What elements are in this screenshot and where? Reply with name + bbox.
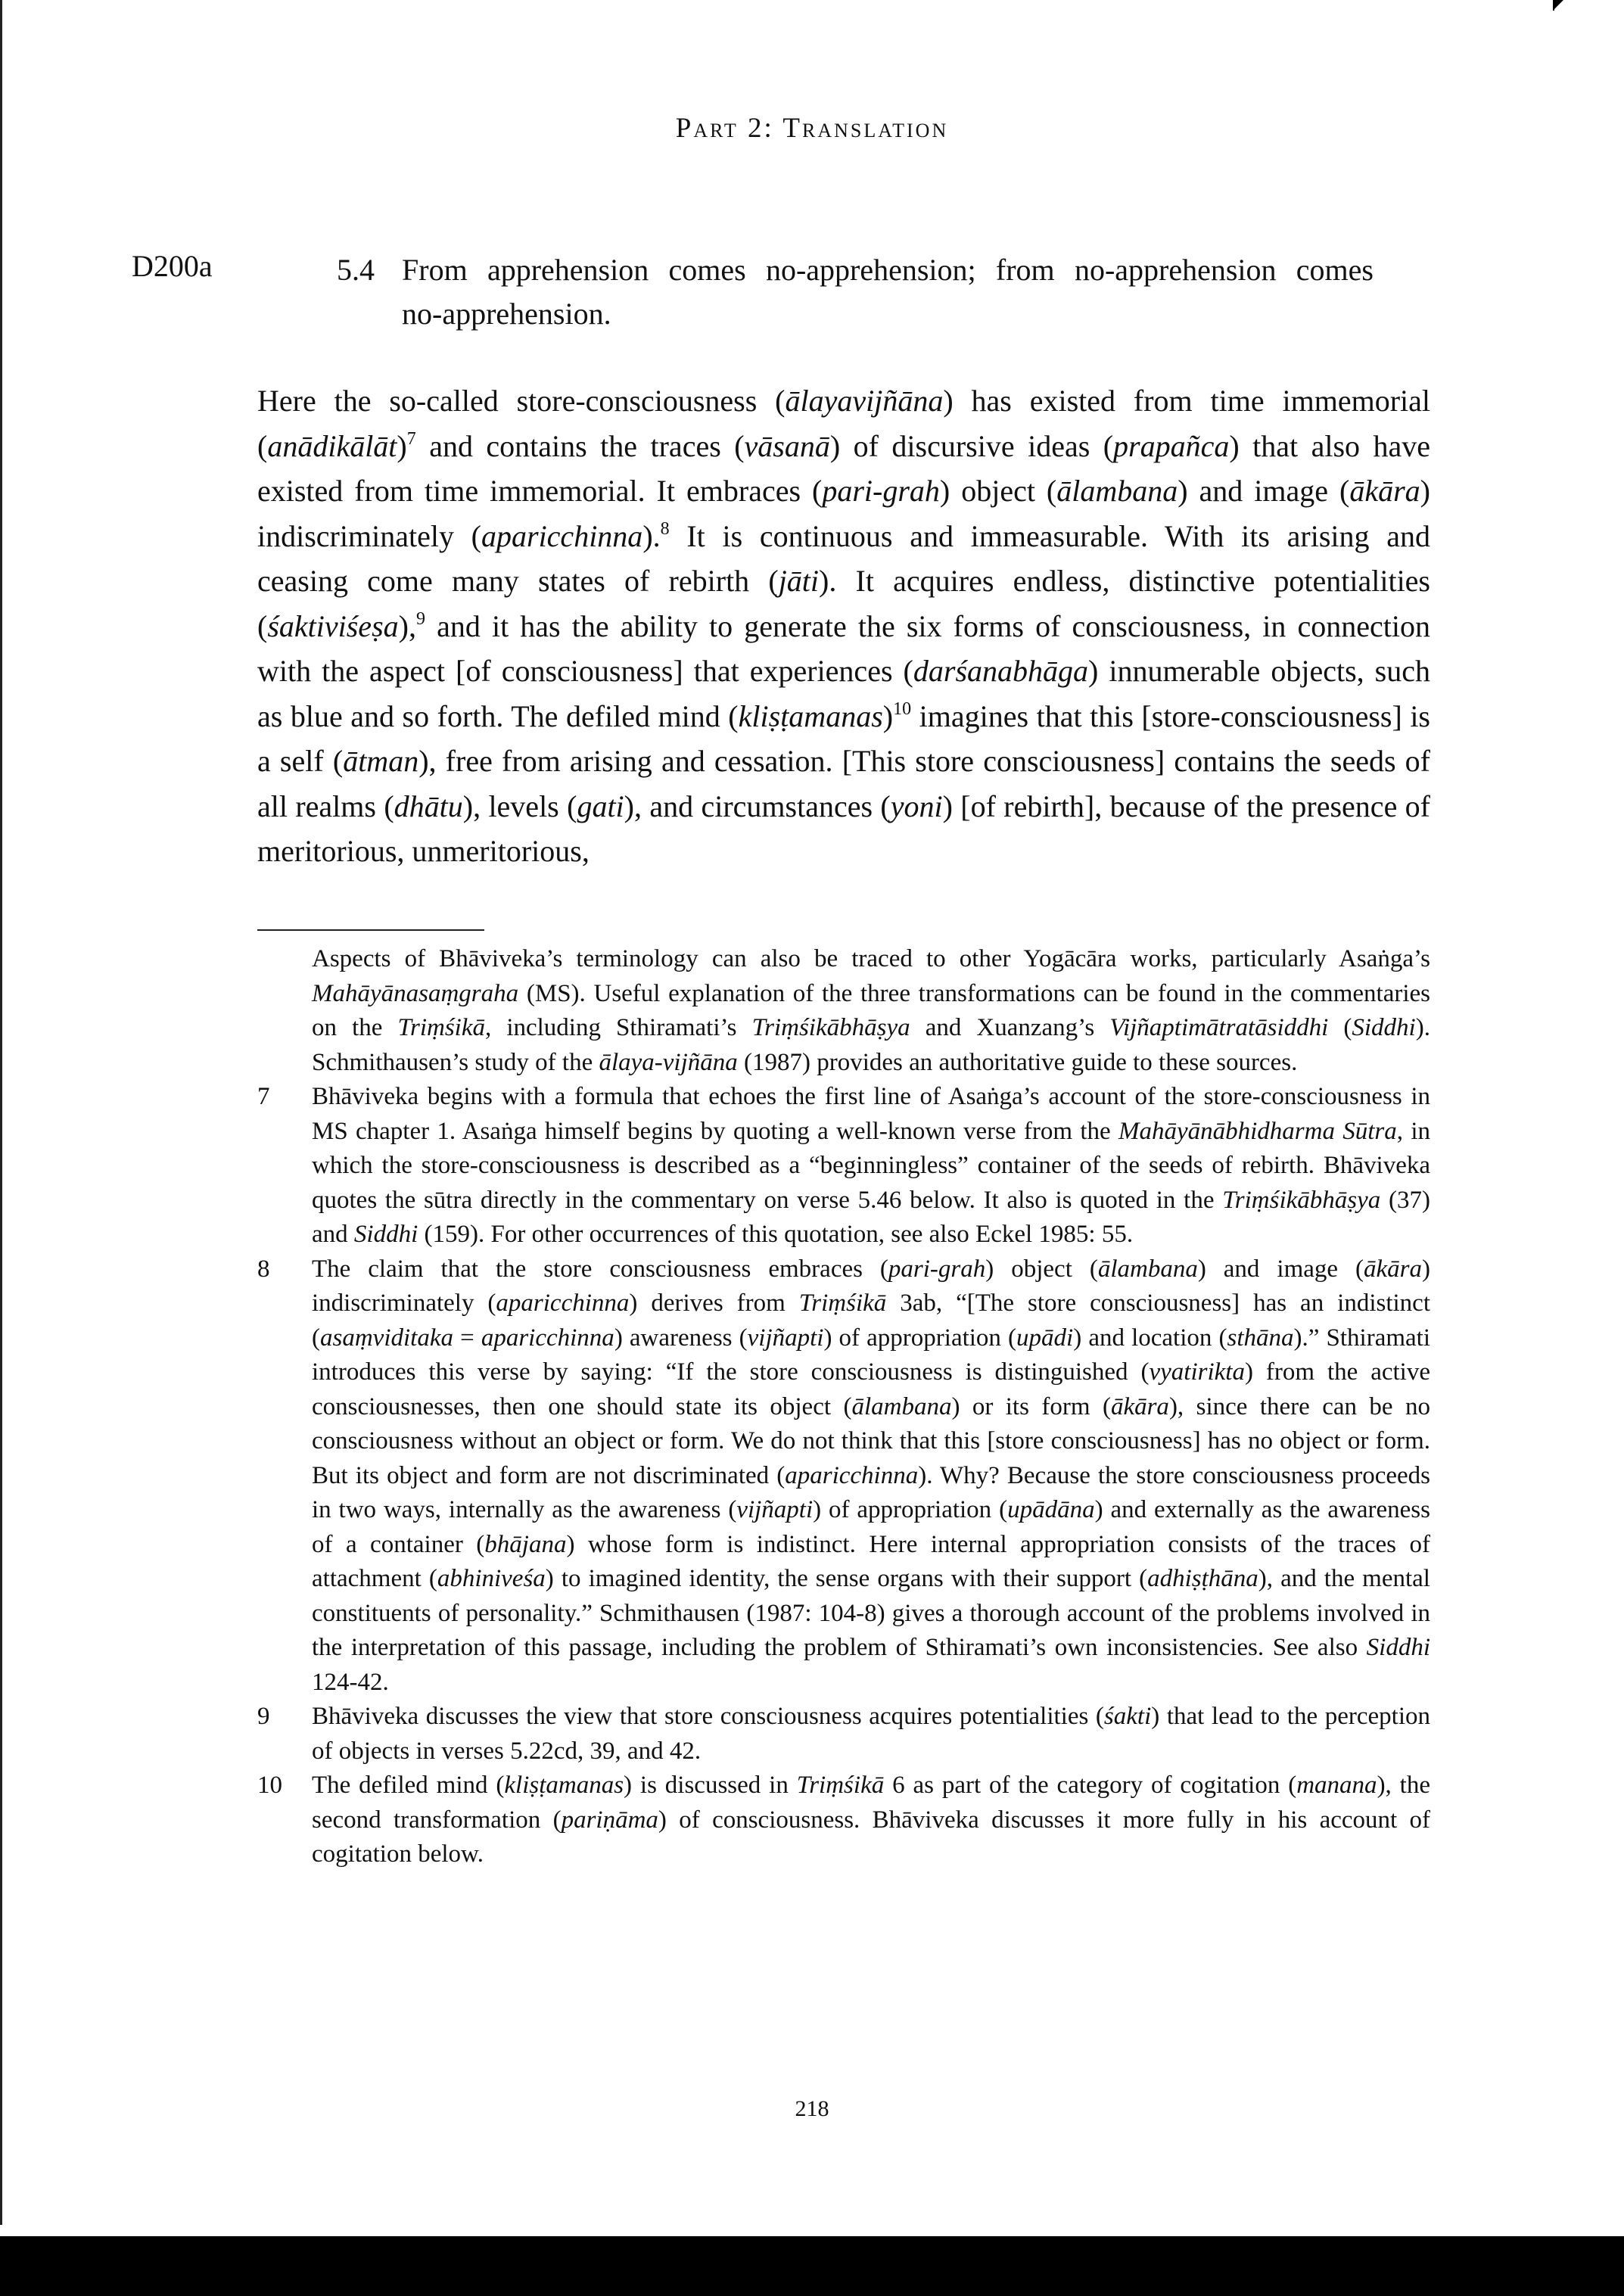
sanskrit-term: Siddhi [1366,1634,1430,1661]
footnote-number [257,942,312,1080]
footnotes [257,942,1430,1872]
footnote-ref[interactable]: 10 [893,698,912,719]
sanskrit-term: darśanabhāga [913,654,1089,688]
footnote-9 [257,1700,1430,1769]
sanskrit-term: upādāna [1007,1496,1095,1523]
sanskrit-term: ākāra [1364,1255,1423,1283]
sanskrit-term: jāti [778,564,820,598]
sanskrit-term: pari-grah [888,1255,986,1283]
sanskrit-term: Mahāyānasaṃgraha [312,979,519,1007]
sanskrit-term: śakti [1103,1703,1152,1730]
sanskrit-term: Siddhi [1352,1014,1416,1041]
sanskrit-term: vyatirikta [1149,1358,1245,1386]
sanskrit-term: Mahāyānābhidharma Sūtra [1118,1117,1397,1145]
sanskrit-term: ākāra [1110,1392,1169,1420]
sanskrit-term: vāsanā [744,428,830,463]
sanskrit-term: anādikālāt [267,428,397,463]
verse-number: 5.4 [337,253,375,287]
page-edge [0,0,2,2225]
sanskrit-term: Siddhi [353,1221,418,1248]
footnote-text: The claim that the store consciousness embraces (pari-grah) object (ālambana) and image (ākāra) indiscriminately (aparicchinna) derives from Triṃśikā 3ab, “[The store consciousness] has an indistinct (asaṃviditaka = aparicchinna) awareness (vijñapti) of appropriation (upādi) and location (sthāna).” Sthiramati introduces this verse by saying: “If the store consciousness is distinguished (vyatirikta) from the active consciousnesses, then one should state its object (ālambana) or its form (ākāra), since there can be no consciousness without an object or form. We do not think that this [store consciousness] has no object or form. But its object and form are not discriminated (aparicchinna). Why? Because the store consciousness proceeds in two ways, internally as the awareness (vijñapti) of appropriation (upādāna) and externally as the awareness of a container (bhājana) whose form is indistinct. Here internal appropriation consists of the traces of attachment (abhiniveśa) to imagined identity, the sense organs with their support (adhiṣṭhāna), and the mental constituents of personality.” Schmithausen (1987: 104-8) gives a thorough account of the problems involved in the interpretation of this passage, including the problem of Sthiramati’s own inconsistencies. See also Siddhi 124-42. [312,1255,1431,1696]
page-corner-mark [1553,0,1563,11]
sanskrit-term: dhātu [394,789,463,823]
sanskrit-term: yoni [890,789,943,823]
footnote-number: 8 [257,1255,270,1283]
footnote-continued [257,942,1430,1080]
footnote-8 [257,1252,1430,1700]
sanskrit-term: aparicchinna [496,1290,630,1317]
sanskrit-term: aparicchinna [481,1324,614,1352]
sanskrit-term: pari-grah [822,474,940,508]
scan-bottom-shadow [0,2236,1624,2296]
sanskrit-term: ālayavijñāna [785,384,944,418]
sanskrit-term: upādi [1016,1324,1074,1352]
footnote-text: The defiled mind (kliṣṭamanas) is discussed in Triṃśikā 6 as part of the category of cogitation (manana), the second transformation (pariṇāma) of consciousness. Bhāviveka discusses it more fully in his account of cogitation below. [312,1772,1431,1868]
sanskrit-term: adhiṣṭhāna [1147,1565,1258,1592]
verse-text: From apprehension comes no-apprehension; from no-apprehension comes no-apprehension. [402,253,1374,331]
sanskrit-term: vijñapti [736,1496,814,1523]
sanskrit-term: śaktiviśeṣa [267,608,399,643]
sanskrit-term: abhiniveśa [437,1565,546,1592]
sanskrit-term: ātman [343,744,419,778]
sanskrit-term: Triṃśikā [397,1014,485,1041]
sanskrit-term: kliṣṭamanas [738,698,883,733]
footnote-ref[interactable]: 8 [660,518,670,539]
footnote-ref[interactable]: 9 [415,608,425,629]
sanskrit-term: prapañca [1113,428,1230,463]
sanskrit-term: Triṃśikā [798,1290,887,1317]
sanskrit-term: Triṃśikā [796,1772,885,1799]
sanskrit-term: Triṃśikābhāṣya [751,1014,910,1041]
footnote-7 [257,1080,1430,1252]
running-head: Part 2: Translation [675,113,949,144]
footnote-text: Bhāviveka begins with a formula that echoes the first line of Asaṅga’s account of the store-consciousness in MS chapter 1. Asaṅga himself begins by quoting a well-known verse from the Mahāyānābhidharma Sūtra, in which the store-consciousness is described as a “beginningless” container of the seeds of rebirth. Bhāviveka quotes the sūtra directly in the commentary on verse 5.46 below. It also is quoted in the Triṃśikābhāṣya (37) and Siddhi (159). For other occurrences of this quotation, see also Eckel 1985: 55. [312,1083,1430,1248]
sanskrit-term: gati [577,789,624,823]
footnote-text: Aspects of Bhāviveka’s terminology can also be traced to other Yogācāra works, particularly Asaṅga’s Mahāyānasaṃgraha (MS). Useful explanation of the three transformations can be found in the commentaries on the Triṃśikā, including Sthiramati’s Triṃśikābhāṣya and Xuanzang’s Vijñaptimātratāsiddhi (Siddhi). Schmithausen’s study of the ālaya-vijñāna (1987) provides an authoritative guide to these sources. [312,945,1430,1076]
sanskrit-term: pariṇāma [561,1806,658,1834]
footnote-rule [257,929,484,931]
footnote-10 [257,1769,1430,1872]
sanskrit-term: Vijñaptimātratāsiddhi [1109,1014,1329,1041]
sanskrit-term: bhājana [484,1530,567,1558]
verse-block [337,248,1472,336]
sanskrit-term: ālambana [1056,474,1178,508]
sanskrit-term: ālambana [851,1392,952,1420]
sanskrit-term: Triṃśikābhāṣya [1222,1186,1381,1214]
marginal-reference: D200a [132,249,213,283]
sanskrit-term: aparicchinna [481,518,643,553]
footnote-text: Bhāviveka discusses the view that store consciousness acquires potentialities (śakti) that lead to the perception of objects in verses 5.22cd, 39, and 42. [312,1703,1430,1765]
sanskrit-term: aparicchinna [785,1461,919,1489]
sanskrit-term: sthāna [1227,1324,1294,1352]
commentary-paragraph: Here the so-called store-consciousness (ālayavijñāna) has existed from time immemorial (anādikālāt)$^7$ and contains the traces (vāsanā) of discursive ideas (prapañca) that also have existed from time immemorial. It embraces (pari-grah) object (ālambana) and image (ākāra) indiscriminately (aparicchinna).$^8$ It is continuous and immeasurable. With its arising and ceasing come many states of rebirth (jāti). It acquires endless, distinctive potentialities (śaktiviśeṣa),$^9$ and it has the ability to generate the six forms of consciousness, in connection with the aspect [of consciousness] that experiences (darśanabhāga) innumerable objects, such as blue and so forth. The defiled mind (kliṣṭamanas)$^{10}$ imagines that this [store-consciousness] is a self (ātman), free from arising and cessation. [This store consciousness] contains the seeds of all realms (dhātu), levels (gati), and circumstances (yoni) [of rebirth], because of the presence of meritorious, unmeritorious, [257,384,1431,868]
sanskrit-term: vijñapti [747,1324,824,1352]
sanskrit-term: manana [1296,1772,1377,1799]
footnote-ref[interactable]: 7 [406,428,416,449]
page-number: 218 [795,2096,829,2121]
footnote-number: 10 [257,1772,282,1799]
sanskrit-term: ākāra [1349,474,1420,508]
sanskrit-term: kliṣṭamanas [504,1772,624,1799]
sanskrit-term: asaṃviditaka [320,1324,453,1352]
sanskrit-term: ālambana [1097,1255,1198,1283]
footnote-number: 9 [257,1703,270,1730]
footnote-number: 7 [257,1083,270,1110]
sanskrit-term: ālaya-vijñāna [599,1048,738,1076]
